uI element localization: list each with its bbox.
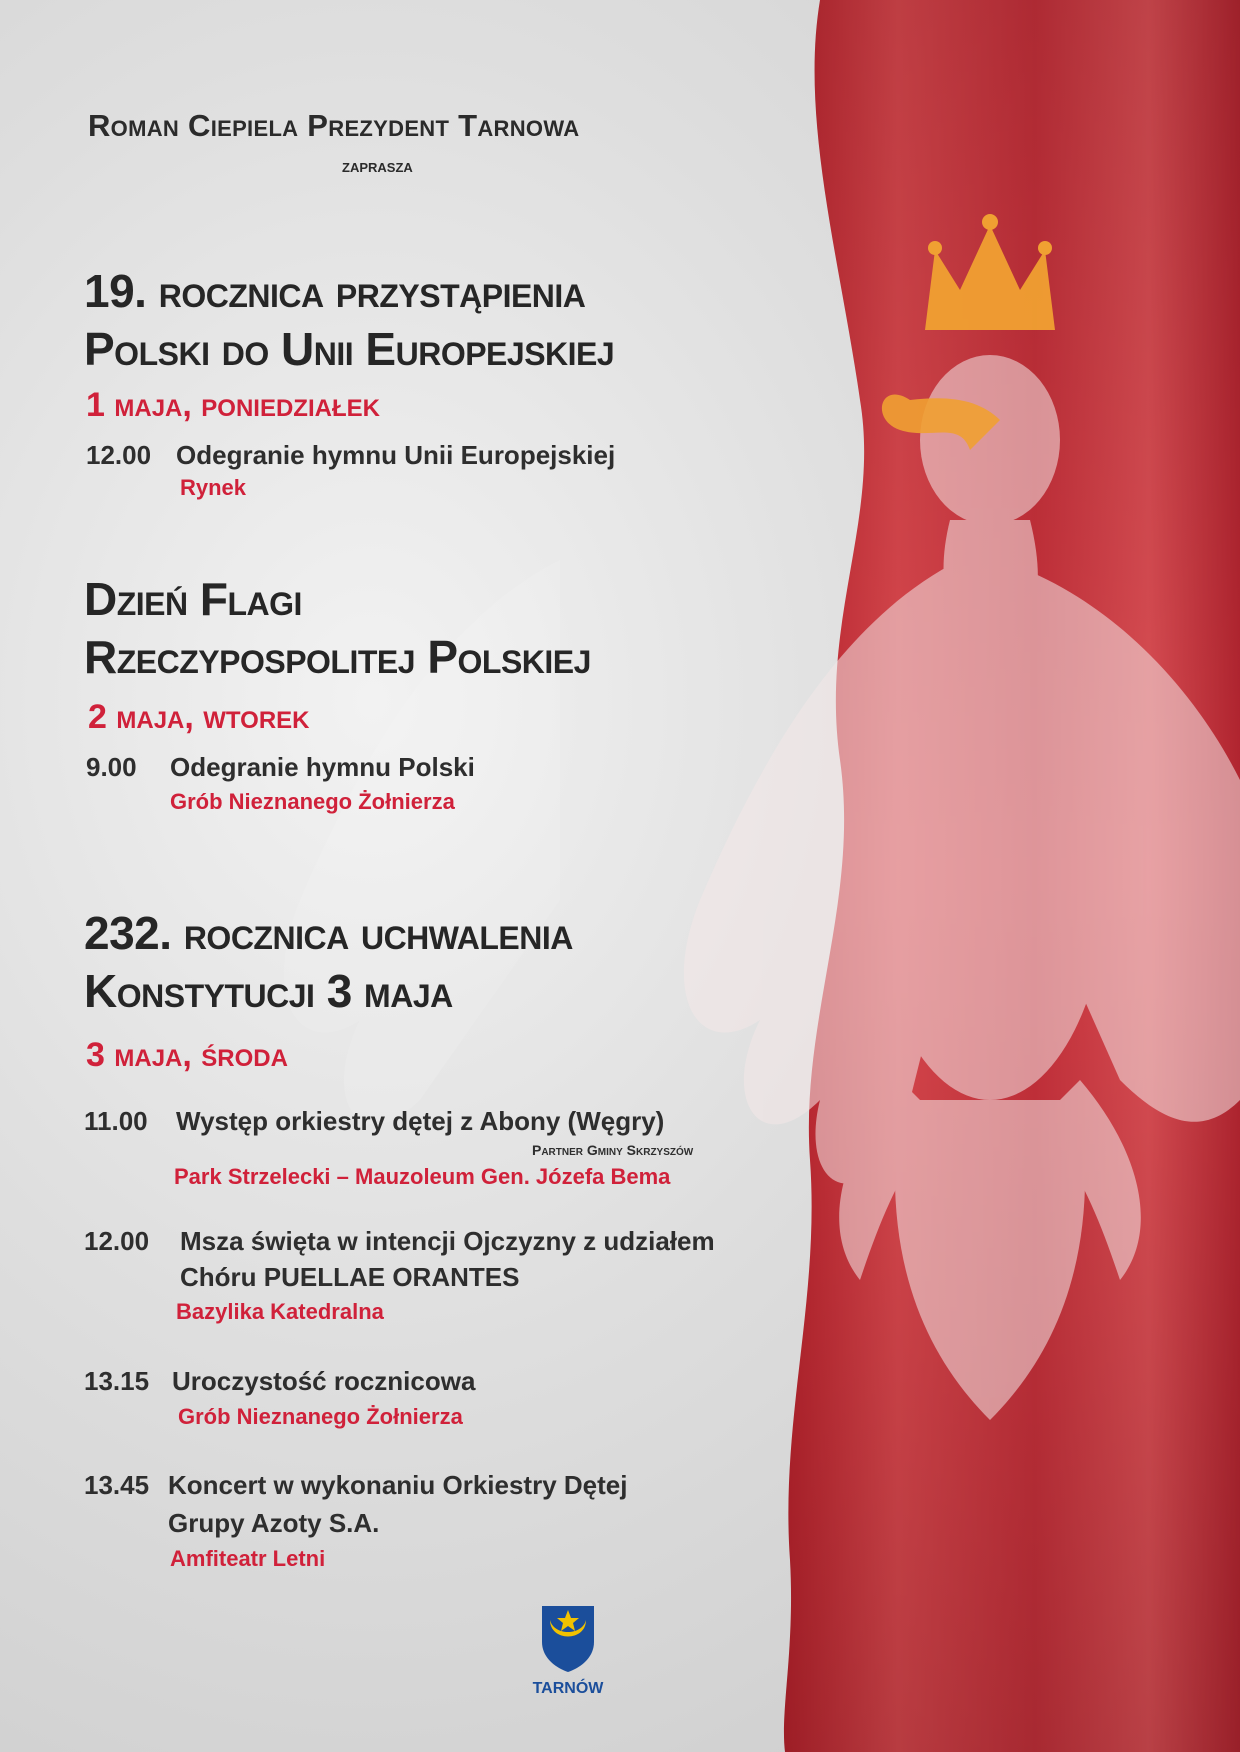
event-title: Koncert w wykonaniu Orkiestry Dętej: [168, 1470, 628, 1500]
invites-text: zaprasza: [342, 156, 413, 177]
event-title: Uroczystość rocznicowa: [172, 1366, 476, 1396]
section-2-title-line2: Rzeczypospolitej Polskiej: [84, 631, 591, 683]
section-2-date-day: 2: [88, 698, 107, 736]
event-title: Występ orkiestry dętej z Abony (Węgry): [176, 1106, 665, 1136]
event-time: 12.00: [84, 1226, 150, 1256]
event-time: 12.00: [86, 440, 152, 470]
event-place: Bazylika Katedralna: [176, 1299, 384, 1324]
organizer-heading: Roman Ciepiela Prezydent Tarnowa: [88, 108, 580, 143]
section-2-title-line1: Dzień Flagi: [84, 573, 302, 625]
event-time: 13.45: [84, 1470, 150, 1500]
section-1-date: [86, 386, 380, 425]
event-title-line2: Grupy Azoty S.A.: [168, 1508, 380, 1538]
section-1-title-rest: rocznica przystąpienia: [158, 265, 586, 317]
section-2-date: [88, 698, 310, 737]
section-1-title-line2: Polski do Unii Europejskiej: [84, 323, 615, 375]
city-label: TARNÓW: [532, 1680, 604, 1697]
event-place: Park Strzelecki – Mauzoleum Gen. Józefa Bema: [174, 1164, 671, 1189]
section-3-title-line2: Konstytucji 3 maja: [84, 965, 453, 1017]
partner-note: Partner Gminy Skrzyszów: [532, 1142, 694, 1158]
event-title: Odegranie hymnu Polski: [170, 752, 475, 782]
section-1-date-day: 1: [86, 386, 105, 424]
section-3-date-rest: maja, środa: [114, 1036, 288, 1074]
tarnow-coat-of-arms-icon: [536, 1602, 600, 1674]
event-title-line2: Chóru PUELLAE ORANTES: [180, 1262, 520, 1292]
section-3-title-rest: rocznica uchwalenia: [183, 907, 573, 959]
section-1-date-rest: maja, poniedziałek: [114, 386, 380, 424]
event-time: 9.00: [86, 752, 137, 782]
event-place: Rynek: [180, 475, 247, 500]
event-place: Grób Nieznanego Żołnierza: [178, 1404, 463, 1429]
section-3-title-line1: [84, 906, 573, 960]
section-3-date: [86, 1036, 288, 1075]
event-title: Odegranie hymnu Unii Europejskiej: [176, 440, 616, 470]
event-title: Msza święta w intencji Ojczyzny z udziałem: [180, 1226, 715, 1256]
section-1-number: 19.: [84, 265, 147, 317]
section-2-date-rest: maja, wtorek: [116, 698, 310, 736]
event-place: Grób Nieznanego Żołnierza: [170, 789, 455, 814]
event-time: 11.00: [84, 1106, 148, 1136]
section-1-title-line1: [84, 264, 585, 318]
section-3-number: 232.: [84, 907, 172, 959]
event-time: 13.15: [84, 1366, 150, 1396]
section-3-date-day: 3: [86, 1036, 105, 1074]
event-place: Amfiteatr Letni: [170, 1546, 326, 1571]
